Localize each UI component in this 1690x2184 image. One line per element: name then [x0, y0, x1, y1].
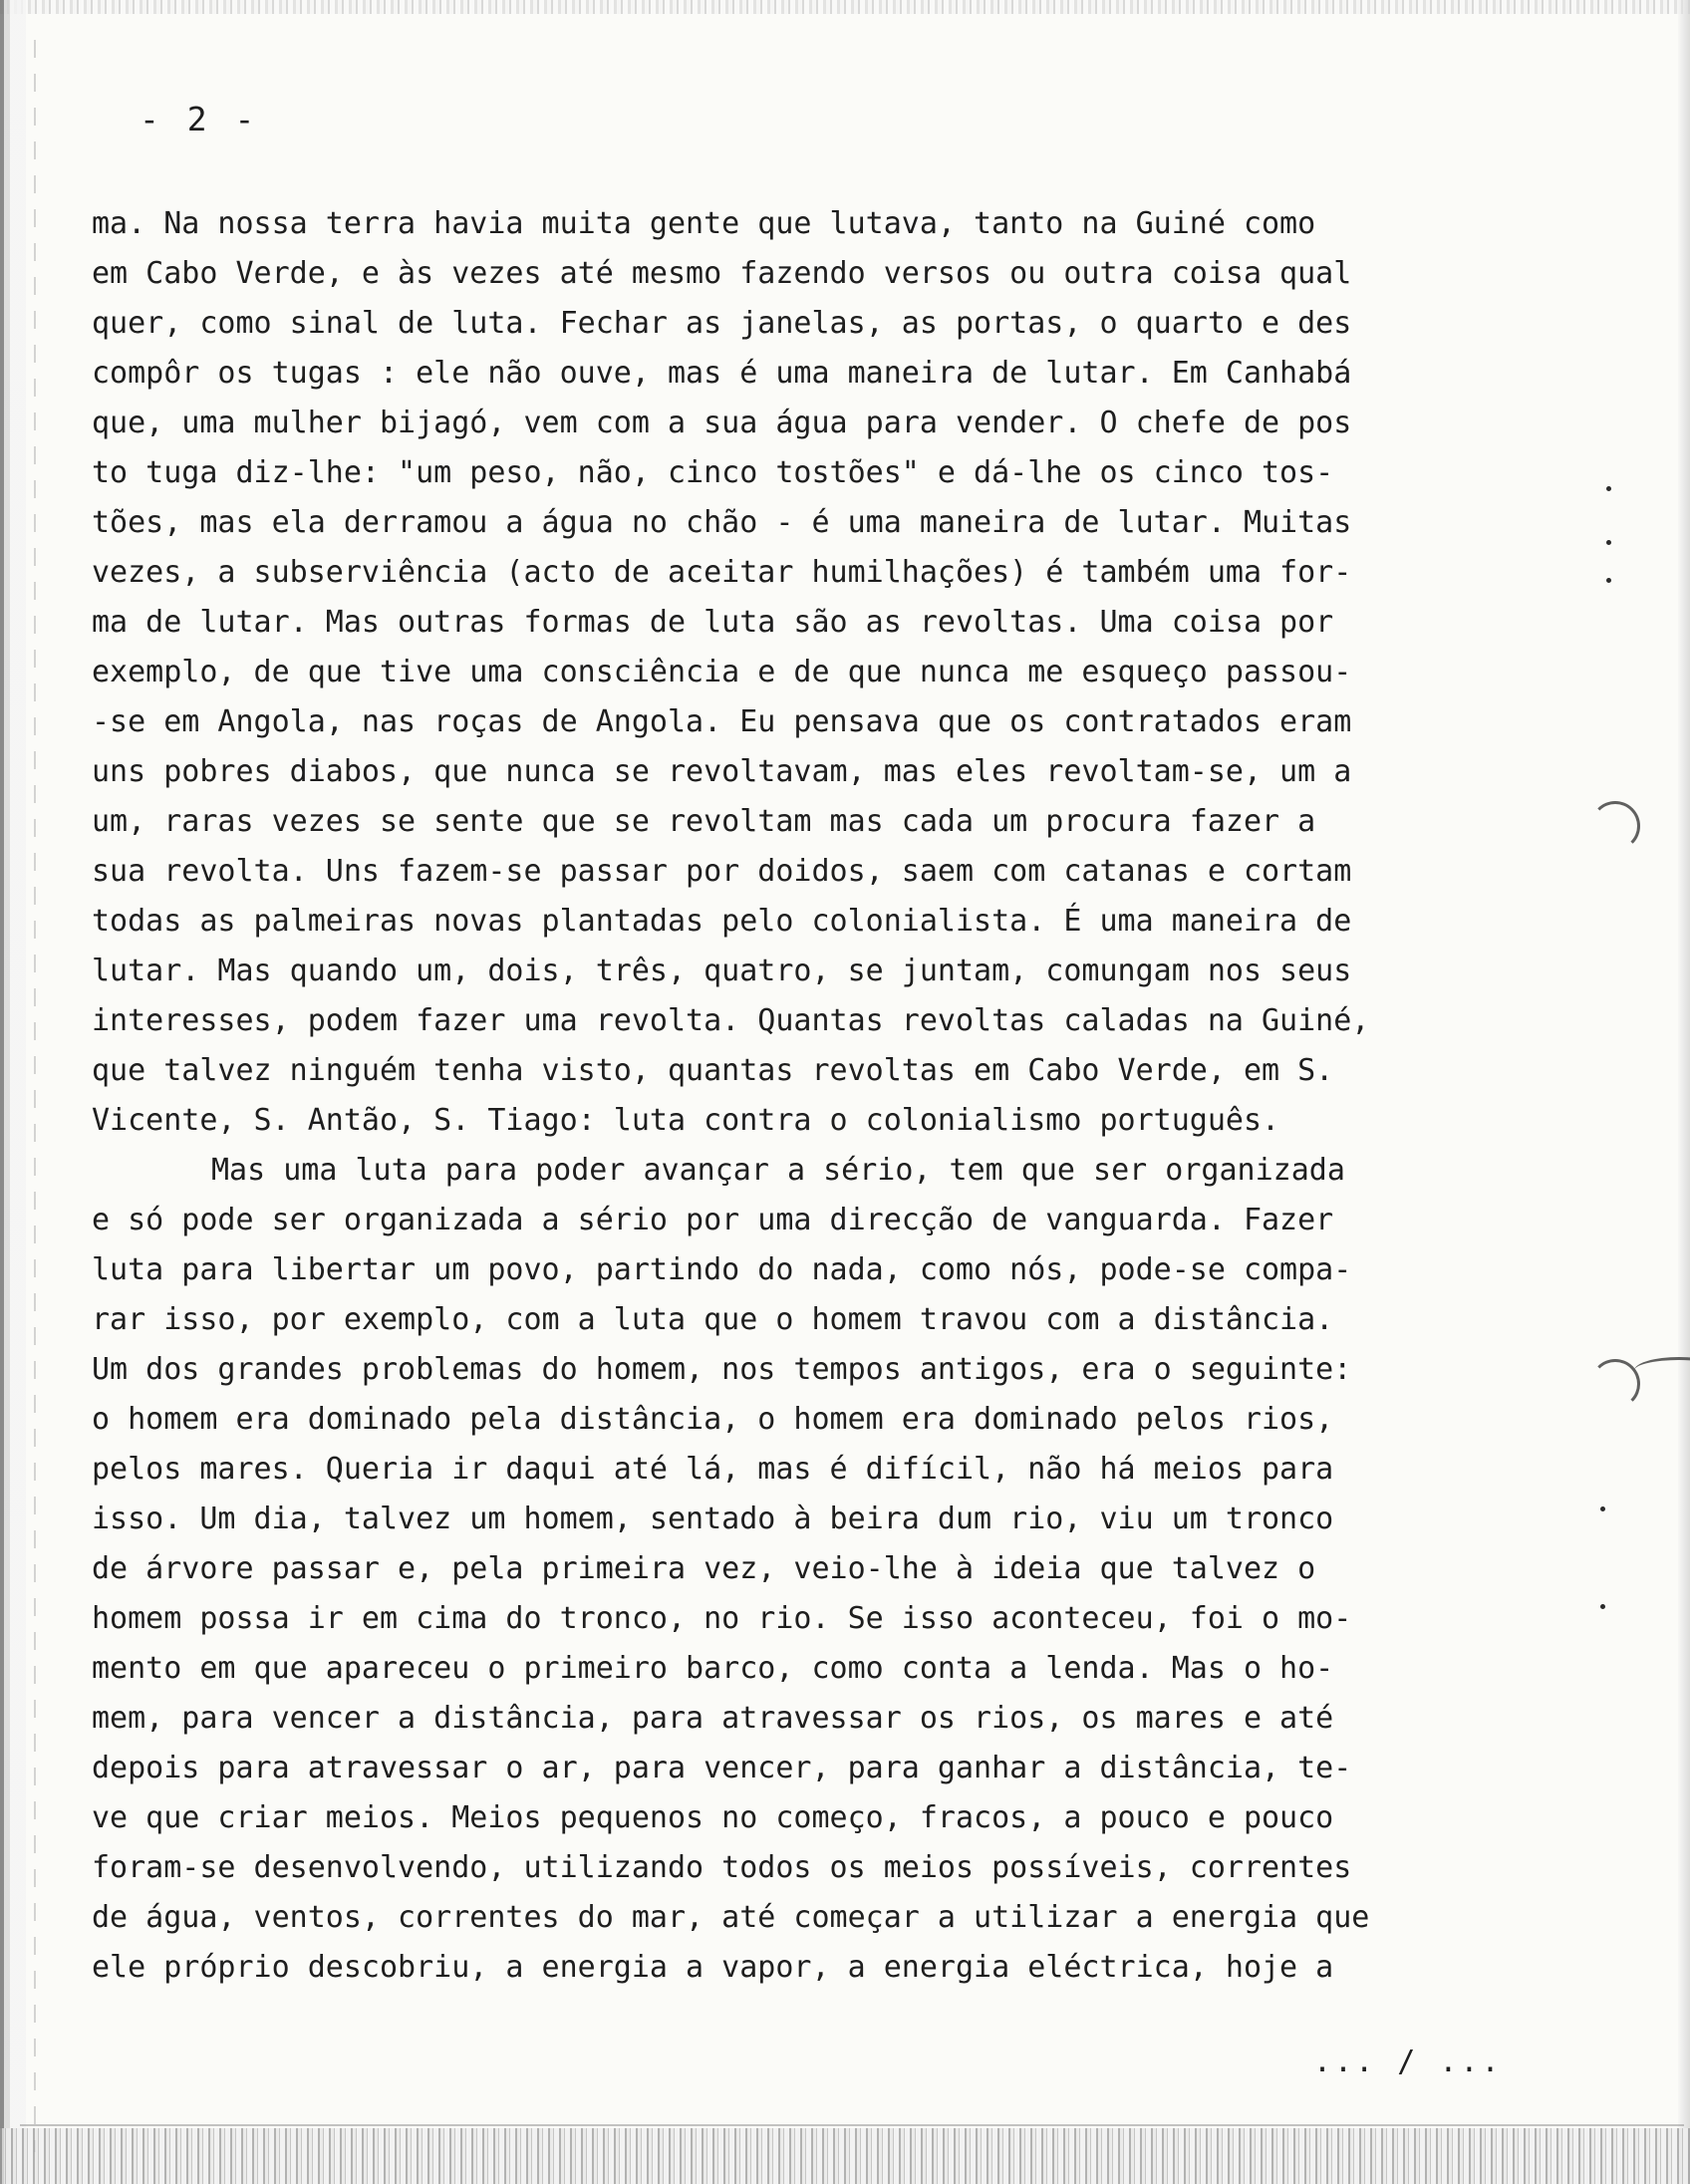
text-line: e só pode ser organizada a sério por uma direcção de vanguarda. Fazer: [92, 1203, 1334, 1237]
margin-arc-mark: [1590, 1359, 1640, 1409]
text-line: de árvore passar e, pela primeira vez, veio-lhe à ideia que talvez o: [92, 1551, 1316, 1586]
text-line: ele próprio descobriu, a energia a vapor, a energia eléctrica, hoje a: [92, 1950, 1334, 1985]
paragraph-2: [92, 1146, 1566, 1993]
text-line: uns pobres diabos, que nunca se revoltavam, mas eles revoltam-se, um a: [92, 754, 1352, 789]
paragraph-1: [92, 199, 1566, 1146]
scan-edge-left: [0, 0, 26, 2184]
text-line: homem possa ir em cima do tronco, no rio. Se isso aconteceu, foi o mo-: [92, 1601, 1352, 1636]
text-line: quer, como sinal de luta. Fechar as janelas, as portas, o quarto e des: [92, 306, 1352, 341]
text-line: Vicente, S. Antão, S. Tiago: luta contra o colonialismo português.: [92, 1103, 1280, 1138]
body-text: [92, 199, 1566, 1993]
text-line: o homem era dominado pela distância, o homem era dominado pelos rios,: [92, 1402, 1334, 1437]
margin-dot: [1606, 540, 1611, 545]
text-line: um, raras vezes se sente que se revoltam mas cada um procura fazer a: [92, 804, 1316, 839]
text-line: de água, ventos, correntes do mar, até começar a utilizar a energia que: [92, 1900, 1370, 1935]
text-line: -se em Angola, nas roças de Angola. Eu pensava que os contratados eram: [92, 704, 1352, 739]
text-line: Um dos grandes problemas do homem, nos tempos antigos, era o seguinte:: [92, 1352, 1352, 1387]
text-line: luta para libertar um povo, partindo do nada, como nós, pode-se compa-: [92, 1252, 1352, 1287]
text-line: que, uma mulher bijagó, vem com a sua água para vender. O chefe de pos: [92, 406, 1352, 440]
page-number: - 2 -: [140, 100, 259, 138]
text-line: lutar. Mas quando um, dois, três, quatro, se juntam, comungam nos seus: [92, 954, 1352, 988]
text-line: mento em que apareceu o primeiro barco, como conta a lenda. Mas o ho-: [92, 1651, 1334, 1686]
text-line: to tuga diz-lhe: "um peso, não, cinco tostões" e dá-lhe os cinco tos-: [92, 455, 1334, 490]
margin-dot: [1600, 1604, 1605, 1609]
text-line: isso. Um dia, talvez um homem, sentado à beira dum rio, viu um tronco: [92, 1502, 1334, 1536]
text-line: que talvez ninguém tenha visto, quantas revoltas em Cabo Verde, em S.: [92, 1053, 1334, 1088]
text-line: foram-se desenvolvendo, utilizando todos os meios possíveis, correntes: [92, 1850, 1352, 1885]
scan-binding-line: [34, 40, 36, 2152]
text-line: vezes, a subserviência (acto de aceitar humilhações) é também uma for-: [92, 555, 1352, 590]
scan-edge-top: [0, 0, 1690, 14]
text-line: em Cabo Verde, e às vezes até mesmo fazendo versos ou outra coisa qual: [92, 256, 1352, 291]
text-line: compôr os tugas : ele não ouve, mas é uma maneira de lutar. Em Canhabá: [92, 356, 1352, 391]
text-line: interesses, podem fazer uma revolta. Quantas revoltas caladas na Guiné,: [92, 1003, 1370, 1038]
text-line: ma de lutar. Mas outras formas de luta são as revoltas. Uma coisa por: [92, 605, 1334, 640]
text-line: tões, mas ela derramou a água no chão - é uma maneira de lutar. Muitas: [92, 505, 1352, 540]
margin-dot: [1606, 486, 1611, 491]
scan-edge-right: [1678, 0, 1690, 2184]
text-line: depois para atravessar o ar, para vencer, para ganhar a distância, te-: [92, 1751, 1352, 1785]
margin-arc-mark: [1590, 801, 1640, 851]
text-line: exemplo, de que tive uma consciência e de que nunca me esqueço passou-: [92, 655, 1352, 689]
text-line: Mas uma luta para poder avançar a sério, tem que ser organizada: [211, 1153, 1345, 1188]
margin-dot: [1600, 1506, 1605, 1511]
text-line: sua revolta. Uns fazem-se passar por doidos, saem com catanas e cortam: [92, 854, 1352, 889]
margin-dot: [1606, 578, 1611, 583]
text-line: rar isso, por exemplo, com a luta que o homem travou com a distância.: [92, 1302, 1334, 1337]
text-line: mem, para vencer a distância, para atravessar os rios, os mares e até: [92, 1701, 1334, 1736]
margin-squiggle-mark: [1634, 1357, 1690, 1384]
continuation-mark: ... / ...: [1313, 2045, 1503, 2079]
text-line: ma. Na nossa terra havia muita gente que lutava, tanto na Guiné como: [92, 206, 1316, 241]
scan-bottom-line: [20, 2124, 1684, 2126]
text-line: ve que criar meios. Meios pequenos no começo, fracos, a pouco e pouco: [92, 1800, 1334, 1835]
text-line: todas as palmeiras novas plantadas pelo colonialista. É uma maneira de: [92, 904, 1352, 939]
text-line: pelos mares. Queria ir daqui até lá, mas é difícil, não há meios para: [92, 1452, 1334, 1487]
scan-edge-bottom: [0, 2128, 1690, 2184]
